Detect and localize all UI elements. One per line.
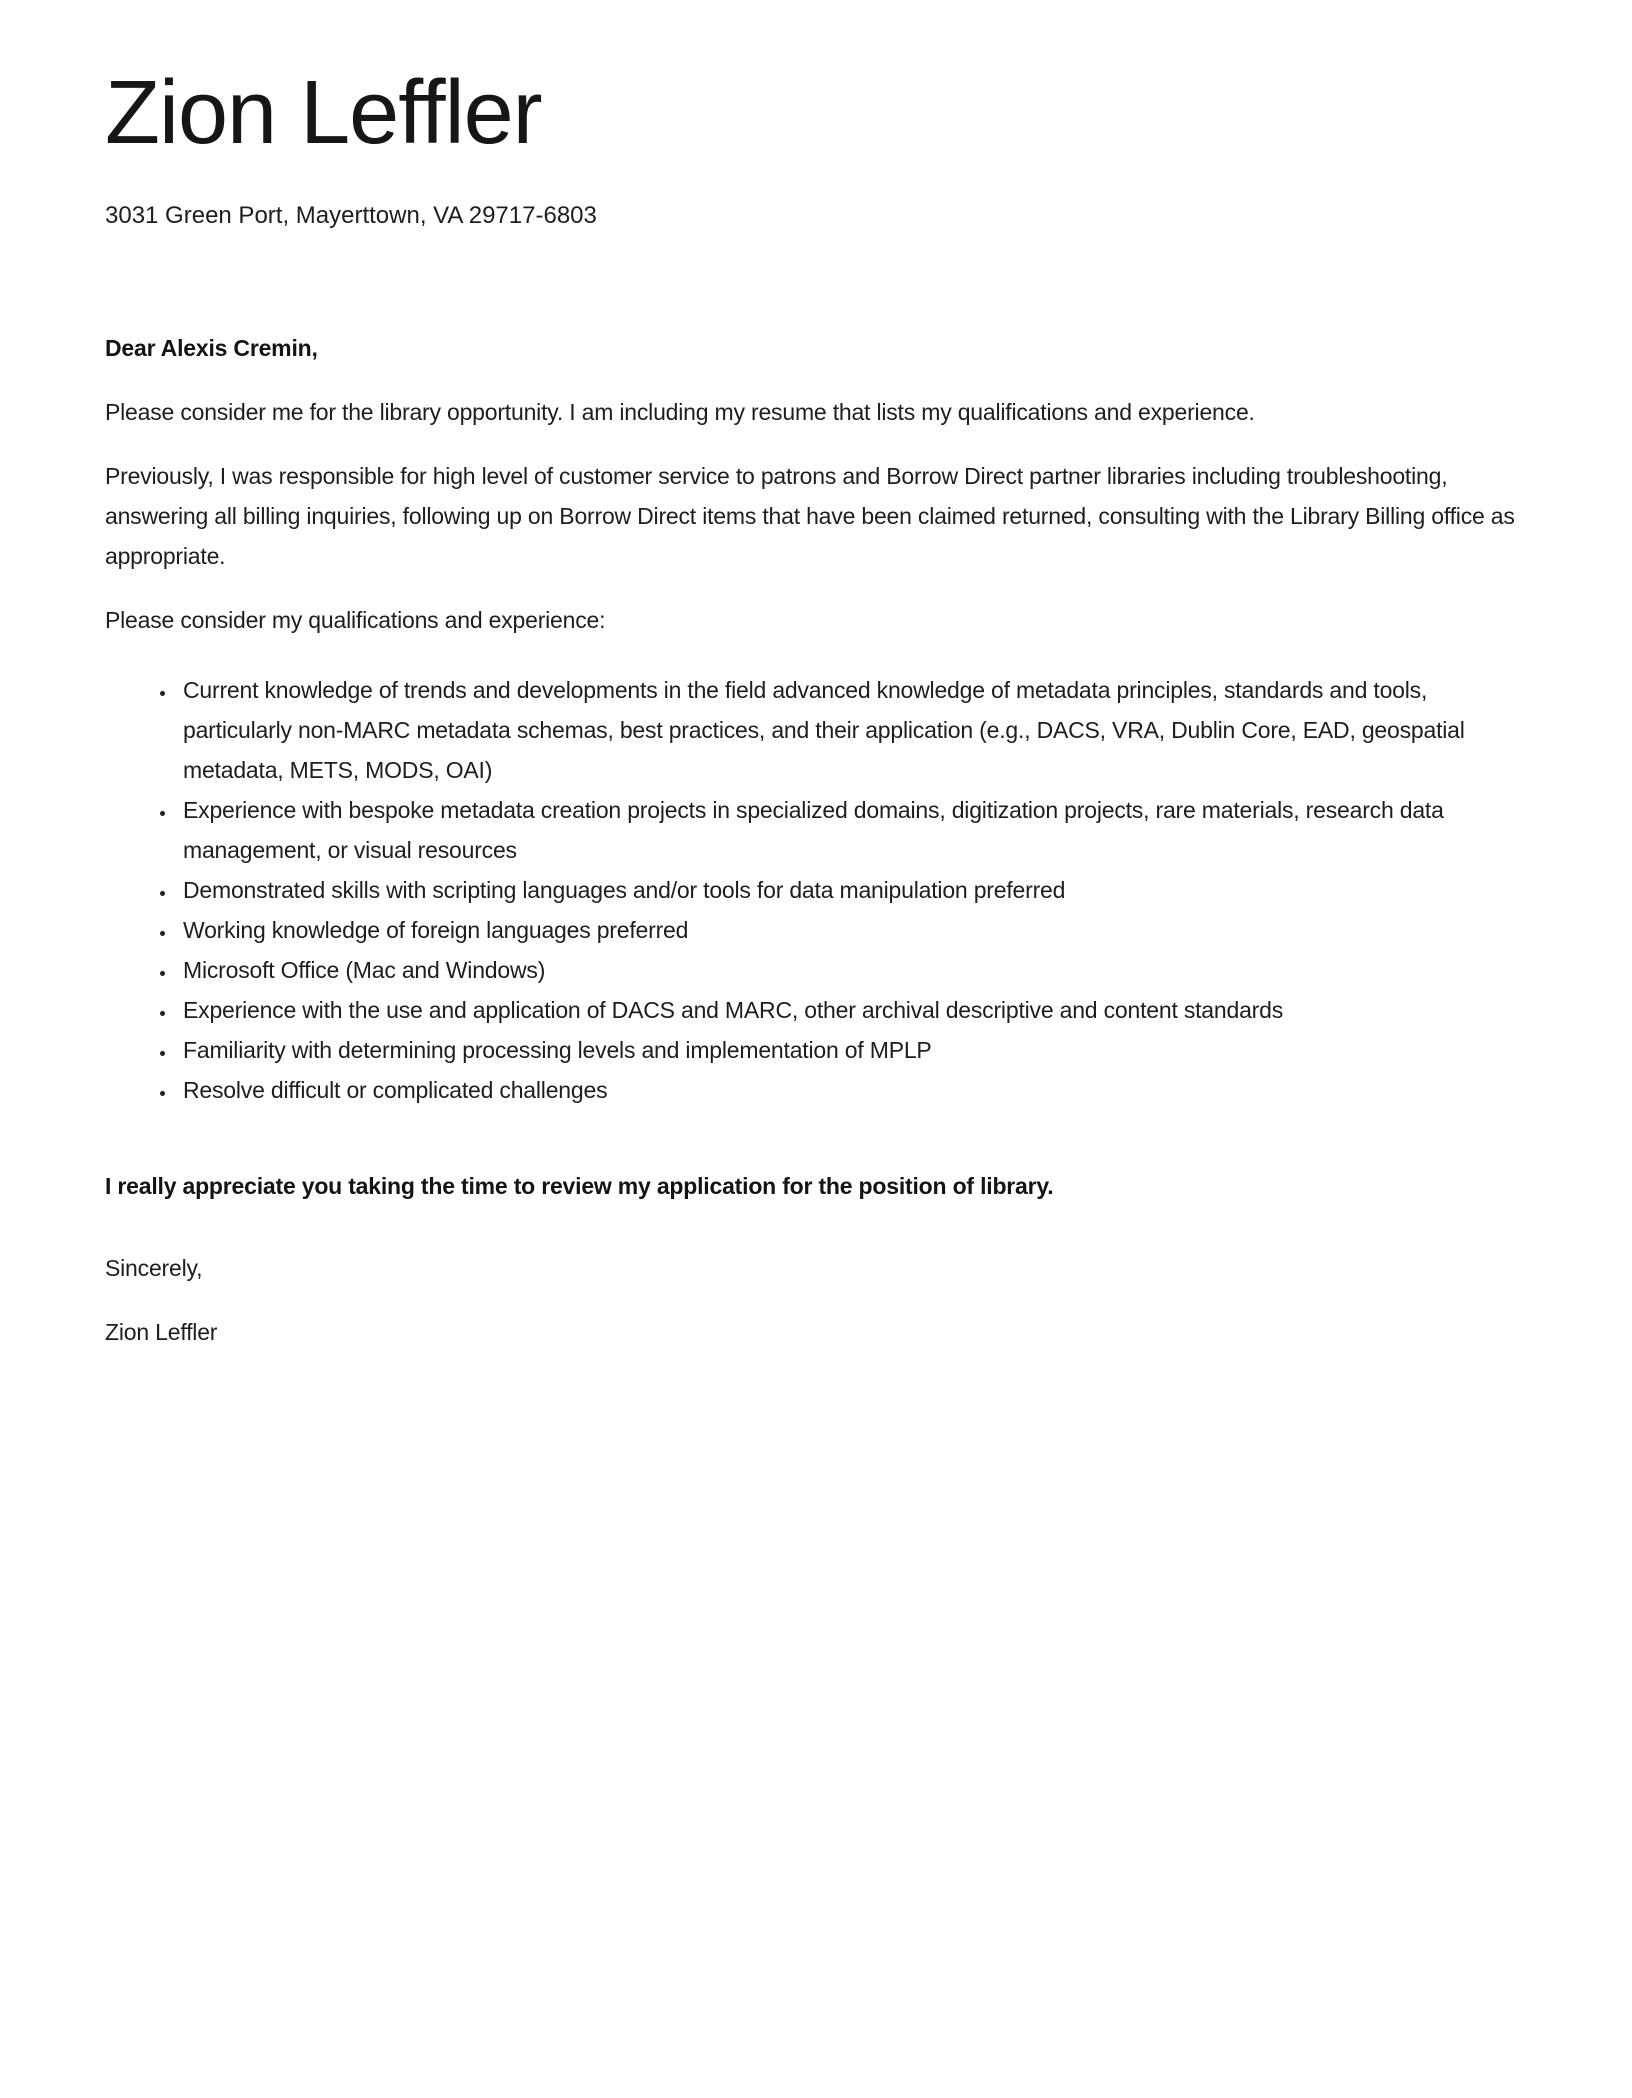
qualification-item: • Current knowledge of trends and developments in the field advanced knowledge of metadata principles, standards and tools, particularly non-MARC metadata schemas, best practices, and their application (e.g., DACS, VRA, Dublin Core, EAD, geospatial metadata, METS, MODS, OAI) bbox=[177, 670, 1537, 790]
sign-off: Sincerely, bbox=[105, 1255, 203, 1282]
intro-paragraph: Please consider me for the library opportunity. I am including my resume that lists my qualifications and experience. bbox=[105, 399, 1255, 426]
qualification-item: • Experience with bespoke metadata creation projects in specialized domains, digitization projects, rare materials, research data management, or visual resources bbox=[177, 790, 1537, 870]
page-title: Zion Leffler bbox=[105, 63, 542, 163]
qualification-item: • Experience with the use and application of DACS and MARC, other archival descriptive and content standards bbox=[177, 990, 1537, 1030]
qualification-item: • Microsoft Office (Mac and Windows) bbox=[177, 950, 1537, 990]
qualification-item: • Working knowledge of foreign languages preferred bbox=[177, 910, 1537, 950]
address-line: 3031 Green Port, Mayerttown, VA 29717-6803 bbox=[105, 201, 597, 229]
closing-statement: I really appreciate you taking the time to review my application for the position of library. bbox=[105, 1173, 1054, 1200]
qualification-item: • Resolve difficult or complicated challenges bbox=[177, 1070, 1537, 1110]
qualifications-list bbox=[105, 670, 1537, 1110]
signature-name: Zion Leffler bbox=[105, 1319, 218, 1346]
qualification-item: • Demonstrated skills with scripting languages and/or tools for data manipulation preferred bbox=[177, 870, 1537, 910]
salutation: Dear Alexis Cremin, bbox=[105, 335, 318, 362]
qualification-item: • Familiarity with determining processing levels and implementation of MPLP bbox=[177, 1030, 1537, 1070]
qualifications-intro: Please consider my qualifications and experience: bbox=[105, 607, 606, 634]
experience-paragraph: Previously, I was responsible for high level of customer service to patrons and Borrow Direct partner libraries including troubleshooting, answering all billing inquiries, following up on Borrow Direct items that have been claimed returned, consulting with the Library Billing office as appropriate. bbox=[105, 463, 1515, 570]
